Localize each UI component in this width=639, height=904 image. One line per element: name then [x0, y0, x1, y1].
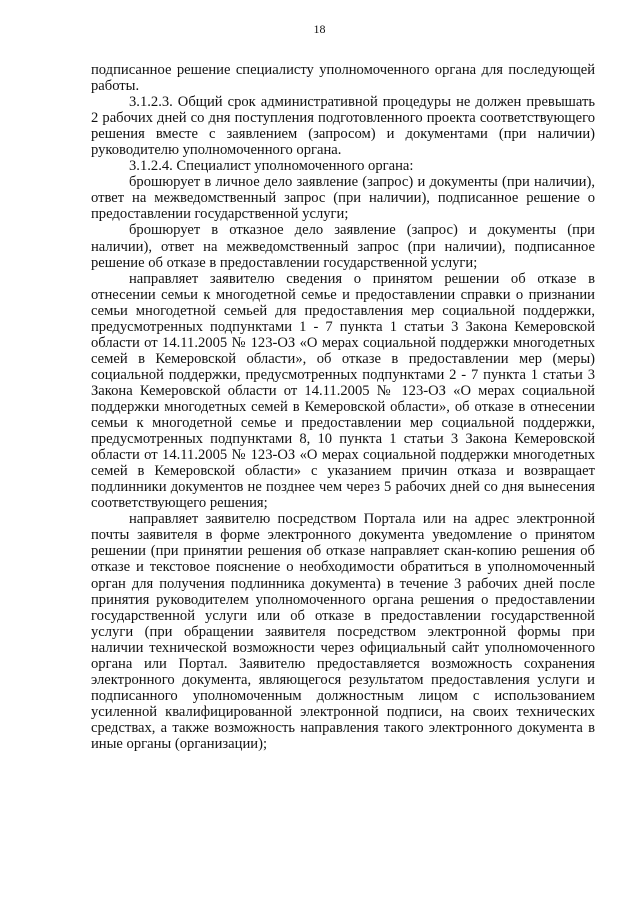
- document-body: [91, 62, 595, 752]
- page-number: 18: [313, 22, 326, 36]
- paragraph-electronic-notice: направляет заявителю посредством Портала или на адрес электронной почты заявителя в форме электронного документа уведомление о принятом решении (при принятии решения об отказе направляет скан-копию решения об отказе и текстовое пояснение о необходимости обратиться в уполномоченный орган для получения подлинника документа) в течение 3 рабочих дней после принятия руководителем уполномоченного органа решения о предоставлении государственной услуги или об отказе в предоставлении государственной услуги (при обращении заявителя посредством электронной формы при наличии технической возможности через официальный сайт уполномоченного органа или Портал. Заявителю предоставляется возможность сохранения электронного документа, являющегося результатом предоставления услуги и подписанного уполномоченным должностным лицом с использованием усиленной квалифицированной электронной подписи, на своих технических средствах, а также возможность направления такого электронного документа в иные органы (организации);: [91, 511, 595, 752]
- paragraph-refusal-file: брошюрует в отказное дело заявление (запрос) и документы (при наличии), ответ на межведомственный запрос (при наличии), подписанное решение об отказе в предоставлении государственной услуги;: [91, 222, 595, 271]
- paragraph-continuation: подписанное решение специалисту уполномоченного органа для последующей работы.: [91, 62, 595, 95]
- paragraph-3-1-2-3: 3.1.2.3. Общий срок административной процедуры не должен превышать 2 рабочих дней со дня поступления подготовленного проекта соответствующего решения вместе с заявлением (запросом) и документами (при наличии) руководителю уполномоченного органа.: [91, 94, 595, 159]
- paragraph-refusal-notice: направляет заявителю сведения о принятом решении об отказе в отнесении семьи к многодетной семье и предоставлении справки о признании семьи многодетной семьей для предоставления мер социальной поддержки, предусмотренных подпунктами 1 - 7 пункта 1 статьи 3 Закона Кемеровской области от 14.11.2005 № 123-ОЗ «О мерах социальной поддержки многодетных семей в Кемеровской области», об отказе в предоставлении мер (меры) социальной поддержки, предусмотренных подпунктами 2 - 7 пункта 1 статьи 3 Закона Кемеровской области от 14.11.2005 № 123-ОЗ «О мерах социальной поддержки многодетных семей в Кемеровской области», об отказе в отнесении семьи к многодетной семье и предоставлении мер социальной поддержки, предусмотренных подпунктами 8, 10 пункта 1 статьи 3 Закона Кемеровской области от 14.11.2005 № 123-ОЗ «О мерах социальной поддержки многодетных семей в Кемеровской области» с указанием причин отказа и возвращает подлинники документов не позднее чем через 5 рабочих дней со дня вынесения соответствующего решения;: [91, 270, 595, 512]
- paragraph-personal-file: брошюрует в личное дело заявление (запрос) и документы (при наличии), ответ на межведомственный запрос (при наличии), подписанное решение о предоставлении государственной услуги;: [91, 174, 595, 223]
- paragraph-3-1-2-4: 3.1.2.4. Специалист уполномоченного органа:: [129, 158, 414, 175]
